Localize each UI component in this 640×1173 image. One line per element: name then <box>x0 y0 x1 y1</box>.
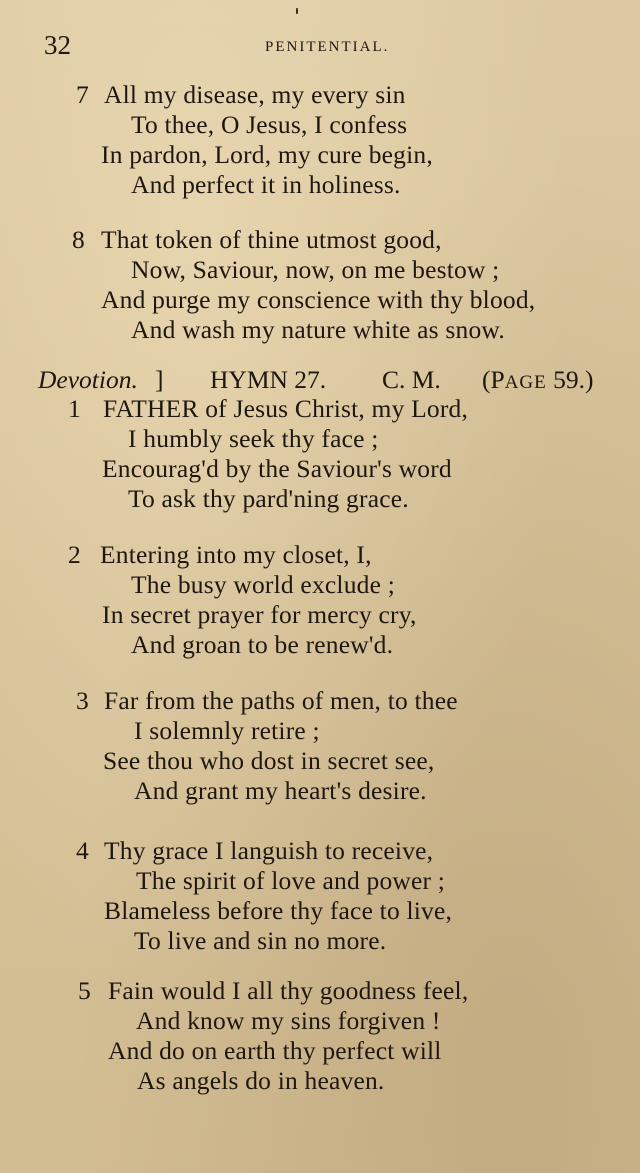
verse-line: I humbly seek thy face ; <box>128 424 379 453</box>
verse-line: As angels do in heaven. <box>137 1066 385 1095</box>
verse-line: And perfect it in holiness. <box>131 170 401 199</box>
verse-line: To thee, O Jesus, I confess <box>131 110 408 139</box>
verse-line: Encourag'd by the Saviour's word <box>102 454 452 483</box>
verse-line: And groan to be renew'd. <box>131 630 394 659</box>
stanza-number: 5 <box>78 976 91 1005</box>
hymn-title: HYMN 27. <box>210 365 327 394</box>
verse-line: The busy world exclude ; <box>131 570 395 599</box>
stanza-number: 3 <box>76 686 89 715</box>
verse-line: And know my sins forgiven ! <box>136 1006 441 1035</box>
verse-line: Entering into my closet, I, <box>100 540 372 569</box>
verse-line: And do on earth thy perfect will <box>108 1036 442 1065</box>
verse-line: I solemnly retire ; <box>134 716 320 745</box>
verse-line: In secret prayer for mercy cry, <box>102 600 417 629</box>
verse-line: To ask thy pard'ning grace. <box>128 484 409 513</box>
topic-bracket: ] <box>155 365 164 394</box>
page-reference-open: (P <box>482 365 505 394</box>
verse-line: Fain would I all thy goodness feel, <box>108 976 469 1005</box>
verse-line: Now, Saviour, now, on me bestow ; <box>131 255 500 284</box>
stanza-number: 2 <box>68 540 81 569</box>
page-reference-smallcaps: AGE <box>504 372 547 393</box>
verse-line: All my disease, my every sin <box>104 80 406 109</box>
verse-line: And wash my nature white as snow. <box>131 315 505 344</box>
stanza-number: 7 <box>76 80 89 109</box>
verse-line: To live and sin no more. <box>134 926 387 955</box>
verse-line: Thy grace I languish to receive, <box>104 836 434 865</box>
page-reference-close: 59.) <box>546 365 594 394</box>
stanza-number: 1 <box>68 394 81 423</box>
verse-line: And purge my conscience with thy blood, <box>101 285 536 314</box>
page-header <box>0 30 640 66</box>
hymn-meter: C. M. <box>382 365 441 394</box>
verse-line: See thou who dost in secret see, <box>103 746 435 775</box>
verse-line: FATHER of Jesus Christ, my Lord, <box>103 394 469 423</box>
stanza-number: 4 <box>76 836 89 865</box>
stanza-number: 8 <box>72 225 85 254</box>
running-head: PENITENTIAL. <box>265 39 390 55</box>
topic-label: Devotion. <box>38 365 138 394</box>
verse-line: That token of thine utmost good, <box>101 225 442 254</box>
page-number: 32 <box>44 30 71 60</box>
printer-mark <box>296 8 298 14</box>
page-reference <box>482 365 594 395</box>
verse-line: Blameless before thy face to live, <box>104 896 453 925</box>
verse-line: In pardon, Lord, my cure begin, <box>101 140 433 169</box>
verse-line: And grant my heart's desire. <box>134 776 427 805</box>
verse-line: Far from the paths of men, to thee <box>104 686 458 715</box>
hymn-heading <box>0 363 640 397</box>
verse-line: The spirit of love and power ; <box>136 866 446 895</box>
